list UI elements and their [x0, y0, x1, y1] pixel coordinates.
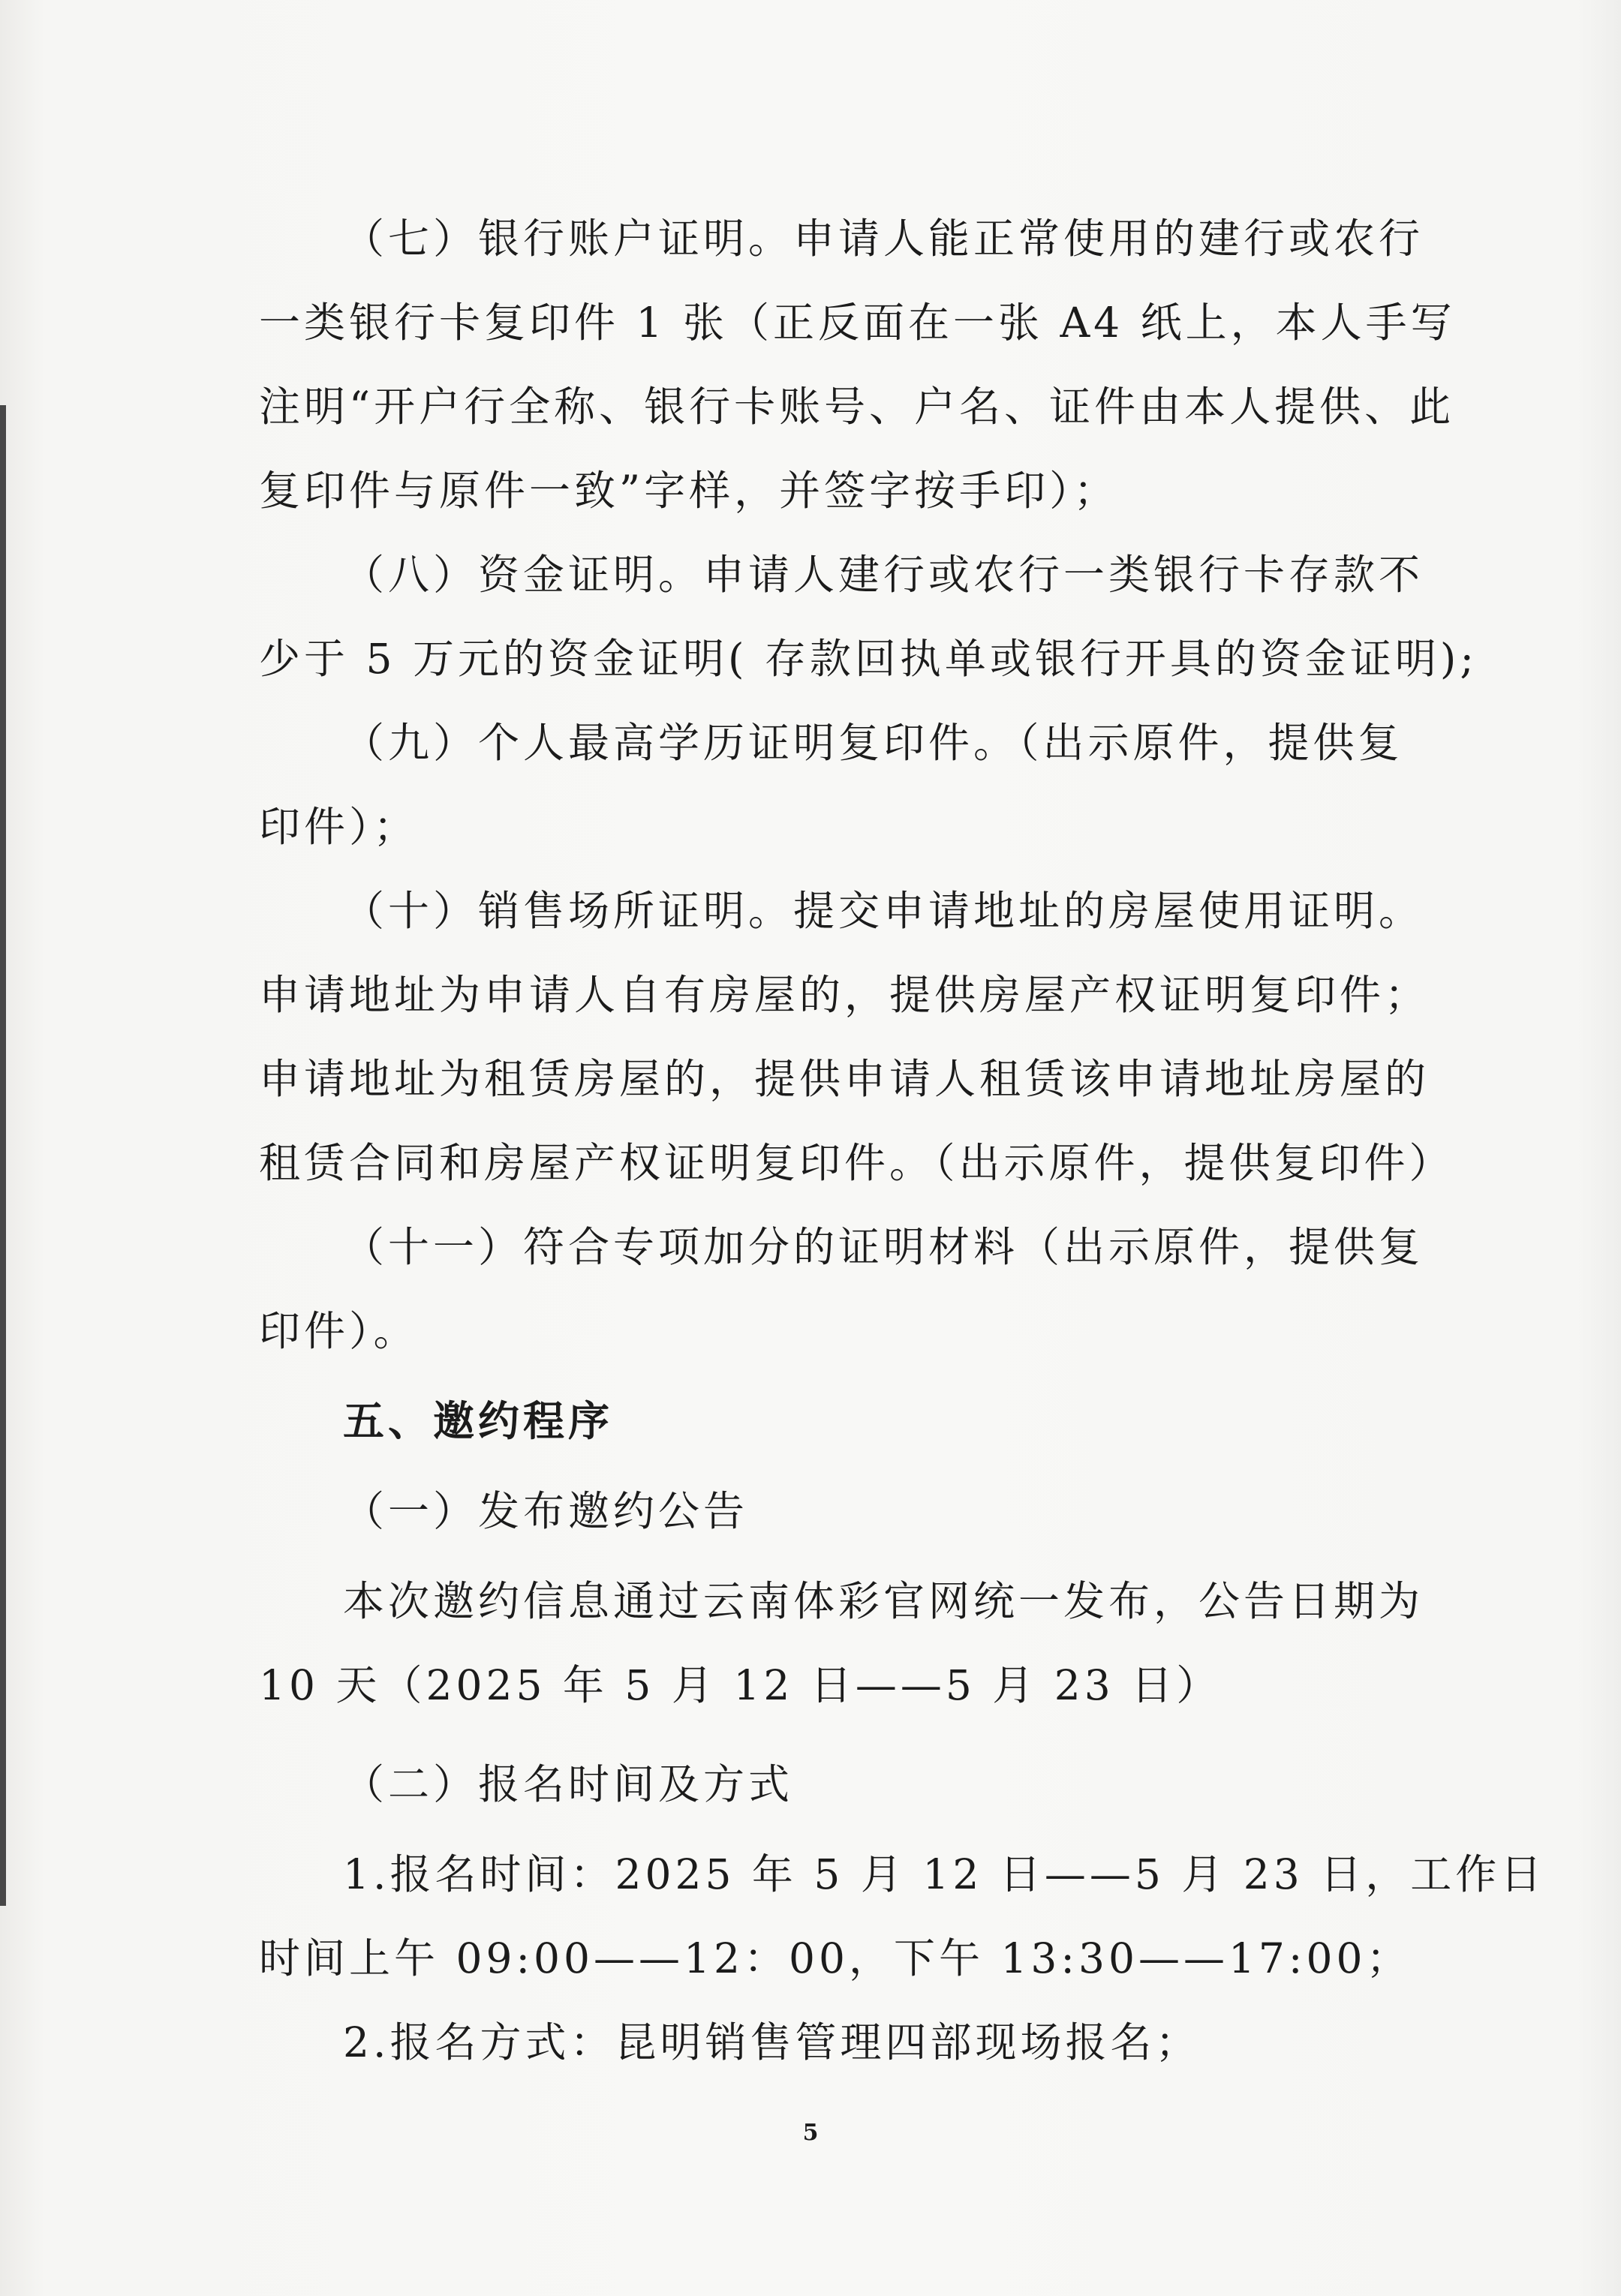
paragraph-bonus-points-proof: [259, 1205, 1424, 1373]
subheading-registration: [259, 1742, 1385, 1826]
text-line: 1.报名时间：2025 年 5 月 12 日——5 月 23 日，工作日: [343, 1850, 1546, 1898]
text-line: 一类银行卡复印件 1 张（正反面在一张 A4 纸上，本人手写: [259, 299, 1456, 347]
text-line: 2.报名方式：昆明销售管理四部现场报名；: [343, 2018, 1201, 2066]
text-line: 租赁合同和房屋产权证明复印件。（出示原件，提供复印件）: [259, 1139, 1454, 1187]
text-line: 申请地址为租赁房屋的，提供申请人租赁该申请地址房屋的: [259, 1055, 1430, 1103]
text-line: 复印件与原件一致”字样，并签字按手印）；: [259, 467, 1119, 515]
document-body: [259, 197, 1546, 2084]
text-line: 少于 5 万元的资金证明( 存款回执单或银行开具的资金证明);: [259, 635, 1478, 683]
text-line: （九）个人最高学历证明复印件。（出示原件，提供复: [343, 719, 1403, 767]
heading-text: （一）发布邀约公告: [343, 1487, 749, 1535]
text-line: （十一）符合专项加分的证明材料（出示原件，提供复: [343, 1223, 1424, 1271]
paragraph-registration-method: [259, 2000, 1385, 2084]
paragraph-fund-proof: [259, 533, 1478, 701]
spacer: [259, 1373, 1385, 1379]
scan-shadow-edge: [0, 405, 6, 1906]
text-line: 印件）。: [259, 1307, 419, 1355]
text-line: （十）销售场所证明。提交申请地址的房屋使用证明。: [343, 887, 1424, 935]
text-line: 本次邀约信息通过云南体彩官网统一发布，公告日期为: [343, 1577, 1424, 1625]
subheading-publish-announcement: [259, 1469, 1385, 1553]
paragraph-registration-time: [259, 1832, 1546, 2000]
section-heading-invitation-procedure: [259, 1379, 1385, 1463]
text-line: 10 天（2025 年 5 月 12 日——5 月 23 日）: [259, 1661, 1222, 1709]
heading-text: 五、邀约程序: [343, 1397, 614, 1445]
paragraph-sales-venue-proof: [259, 869, 1454, 1205]
spacer: [259, 1727, 1385, 1742]
text-line: 时间上午 09:00——12：00，下午 13:30——17:00；: [259, 1934, 1412, 1982]
text-line: 申请地址为申请人自有房屋的，提供房屋产权证明复印件；: [259, 971, 1430, 1019]
text-line: 印件）；: [259, 803, 419, 851]
spacer: [259, 1463, 1385, 1469]
paragraph-bank-account: [259, 197, 1456, 533]
text-line: （七）银行账户证明。申请人能正常使用的建行或农行: [343, 215, 1424, 263]
paragraph-announcement-info: [259, 1559, 1424, 1727]
paragraph-education-proof: [259, 701, 1403, 869]
spacer: [259, 1826, 1385, 1832]
spacer: [259, 1553, 1385, 1559]
heading-text: （二）报名时间及方式: [343, 1760, 794, 1808]
text-line: 注明“开户行全称、银行卡账号、户名、证件由本人提供、此: [259, 383, 1455, 431]
page-number: 5: [802, 2120, 819, 2146]
text-line: （八）资金证明。申请人建行或农行一类银行卡存款不: [343, 551, 1424, 599]
